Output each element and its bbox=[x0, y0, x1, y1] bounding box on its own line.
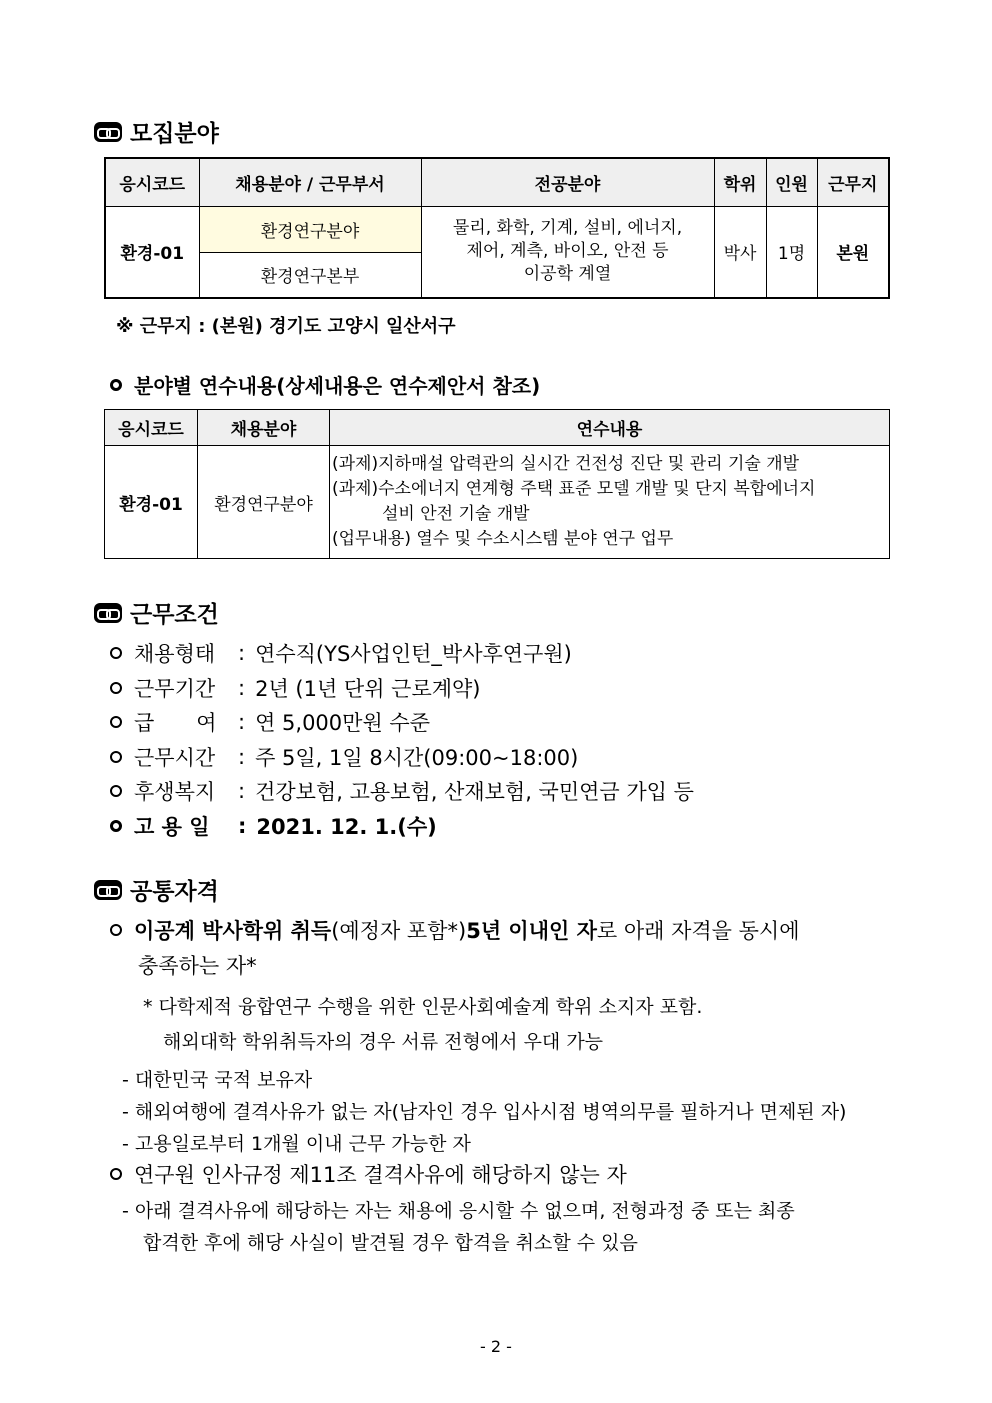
table-header: 인원 bbox=[766, 158, 817, 206]
circle-bullet-icon bbox=[110, 1168, 122, 1180]
qualification-text: 충족하는 자* bbox=[138, 954, 257, 978]
circle-bullet-icon bbox=[110, 820, 122, 832]
footnote: * 다학제적 융합연구 수행을 위한 인문사회예술계 학위 소지자 포함. bbox=[143, 996, 703, 1018]
circle-bullet-icon bbox=[110, 716, 122, 728]
footnote: 해외대학 학위취득자의 경우 서류 전형에서 우대 가능 bbox=[163, 1031, 604, 1053]
list-item: - 대한민국 국적 보유자 bbox=[122, 1069, 313, 1091]
location-cell: 본원 bbox=[817, 206, 889, 298]
condition-label: 채용형태 bbox=[134, 642, 216, 666]
section-title: 공통자격 bbox=[130, 879, 219, 905]
condition-value: 2021. 12. 1.(수) bbox=[256, 815, 437, 839]
link-icon bbox=[94, 603, 122, 623]
condition-item: 채용형태 : 연수직(YS사업인턴_박사후연구원) bbox=[110, 638, 572, 668]
condition-label: 근무시간 bbox=[134, 746, 216, 770]
condition-value: 2년 (1년 단위 근로계약) bbox=[255, 677, 481, 701]
training-table bbox=[104, 409, 890, 559]
link-icon bbox=[94, 880, 122, 900]
location-note: ※ 근무지 : (본원) 경기도 고양시 일산서구 bbox=[116, 316, 456, 337]
circle-bullet-icon bbox=[110, 785, 122, 797]
table-header: 학위 bbox=[714, 158, 766, 206]
section-heading-recruit bbox=[94, 115, 219, 148]
table-row bbox=[105, 206, 889, 252]
condition-value: 연수직(YS사업인턴_박사후연구원) bbox=[255, 642, 572, 666]
table-header: 응시코드 bbox=[105, 158, 199, 206]
recruit-table bbox=[104, 157, 890, 299]
major-line: 이공학 계열 bbox=[523, 264, 612, 285]
code-cell: 환경-01 bbox=[105, 446, 198, 559]
content-line: (과제)수소에너지 연계형 주택 표준 모델 개발 및 단지 복합에너지 bbox=[332, 479, 816, 499]
department-cell: 환경연구본부 bbox=[199, 252, 421, 298]
section-title: 근무조건 bbox=[130, 602, 219, 628]
table-header: 채용분야 bbox=[198, 410, 330, 446]
circle-bullet-icon bbox=[110, 682, 122, 694]
list-item: 합격한 후에 해당 사실이 발견될 경우 합격을 취소할 수 있음 bbox=[143, 1232, 638, 1254]
table-header: 채용분야 / 근무부서 bbox=[199, 158, 421, 206]
table-header: 전공분야 bbox=[421, 158, 714, 206]
section-title: 모집분야 bbox=[130, 121, 219, 147]
emphasis-text: 이공계 박사학위 취득 bbox=[134, 919, 332, 943]
section-heading-conditions bbox=[94, 596, 219, 629]
major-cell bbox=[421, 206, 714, 298]
condition-value: 연 5,000만원 수준 bbox=[255, 711, 430, 735]
circle-bullet-icon bbox=[110, 751, 122, 763]
condition-label: 고 용 일 bbox=[134, 815, 210, 839]
field-cell: 환경연구분야 bbox=[198, 446, 330, 559]
circle-bullet-icon bbox=[110, 379, 122, 391]
qualification-text: (예정자 포함*) bbox=[331, 919, 467, 943]
list-item: - 아래 결격사유에 해당하는 자는 채용에 응시할 수 없으며, 전형과정 중 또는 최종 bbox=[122, 1200, 795, 1222]
qualification-text: 로 아래 자격을 동시에 bbox=[596, 919, 800, 943]
circle-bullet-icon bbox=[110, 924, 122, 936]
table-header: 근무지 bbox=[817, 158, 889, 206]
condition-label: 급 여 bbox=[134, 711, 217, 735]
condition-label: 후생복지 bbox=[134, 780, 216, 804]
list-item: - 해외여행에 결격사유가 없는 자(남자인 경우 입사시점 병역의무를 필하거나 면제된 자) bbox=[122, 1101, 847, 1123]
field-cell: 환경연구분야 bbox=[199, 206, 421, 252]
major-line: 제어, 계측, 바이오, 안전 등 bbox=[466, 241, 669, 262]
count-cell: 1명 bbox=[766, 206, 817, 298]
table-header-row bbox=[105, 158, 889, 206]
content-line: 설비 안전 기술 개발 bbox=[382, 504, 530, 524]
content-line: (업무내용) 열수 및 수소시스템 분야 연구 업무 bbox=[332, 529, 674, 549]
section-heading-qualifications bbox=[94, 873, 219, 906]
page-number: - 2 - bbox=[480, 1337, 512, 1356]
qualification-text: 연구원 인사규정 제11조 결격사유에 해당하지 않는 자 bbox=[134, 1163, 627, 1187]
major-line: 물리, 화학, 기계, 설비, 에너지, bbox=[452, 218, 683, 239]
condition-item: 급 여 : 연 5,000만원 수준 bbox=[110, 707, 430, 737]
condition-value: 주 5일, 1일 8시간(09:00~18:00) bbox=[255, 746, 579, 770]
code-cell: 환경-01 bbox=[105, 206, 199, 298]
degree-cell: 박사 bbox=[714, 206, 766, 298]
condition-item: 후생복지 : 건강보험, 고용보험, 산재보험, 국민연금 가입 등 bbox=[110, 776, 694, 806]
table-header: 응시코드 bbox=[105, 410, 198, 446]
training-heading bbox=[110, 370, 540, 399]
condition-item: 고 용 일 : 2021. 12. 1.(수) bbox=[110, 811, 437, 841]
condition-label: 근무기간 bbox=[134, 677, 216, 701]
content-line: (과제)지하매설 압력관의 실시간 건전성 진단 및 관리 기술 개발 bbox=[332, 454, 800, 474]
emphasis-text: 5년 이내인 자 bbox=[466, 919, 597, 943]
qualification-item bbox=[110, 1159, 627, 1189]
training-heading-text: 분야별 연수내용(상세내용은 연수제안서 참조) bbox=[134, 374, 541, 398]
table-row bbox=[105, 446, 890, 559]
table-header: 연수내용 bbox=[330, 410, 890, 446]
list-item: - 고용일로부터 1개월 이내 근무 가능한 자 bbox=[122, 1133, 471, 1155]
condition-value: 건강보험, 고용보험, 산재보험, 국민연금 가입 등 bbox=[255, 780, 694, 804]
link-icon bbox=[94, 122, 122, 142]
table-header-row bbox=[105, 410, 890, 446]
qualification-item bbox=[110, 915, 799, 945]
training-content-cell bbox=[330, 446, 890, 559]
circle-bullet-icon bbox=[110, 647, 122, 659]
condition-item: 근무기간 : 2년 (1년 단위 근로계약) bbox=[110, 673, 481, 703]
condition-item: 근무시간 : 주 5일, 1일 8시간(09:00~18:00) bbox=[110, 742, 578, 772]
